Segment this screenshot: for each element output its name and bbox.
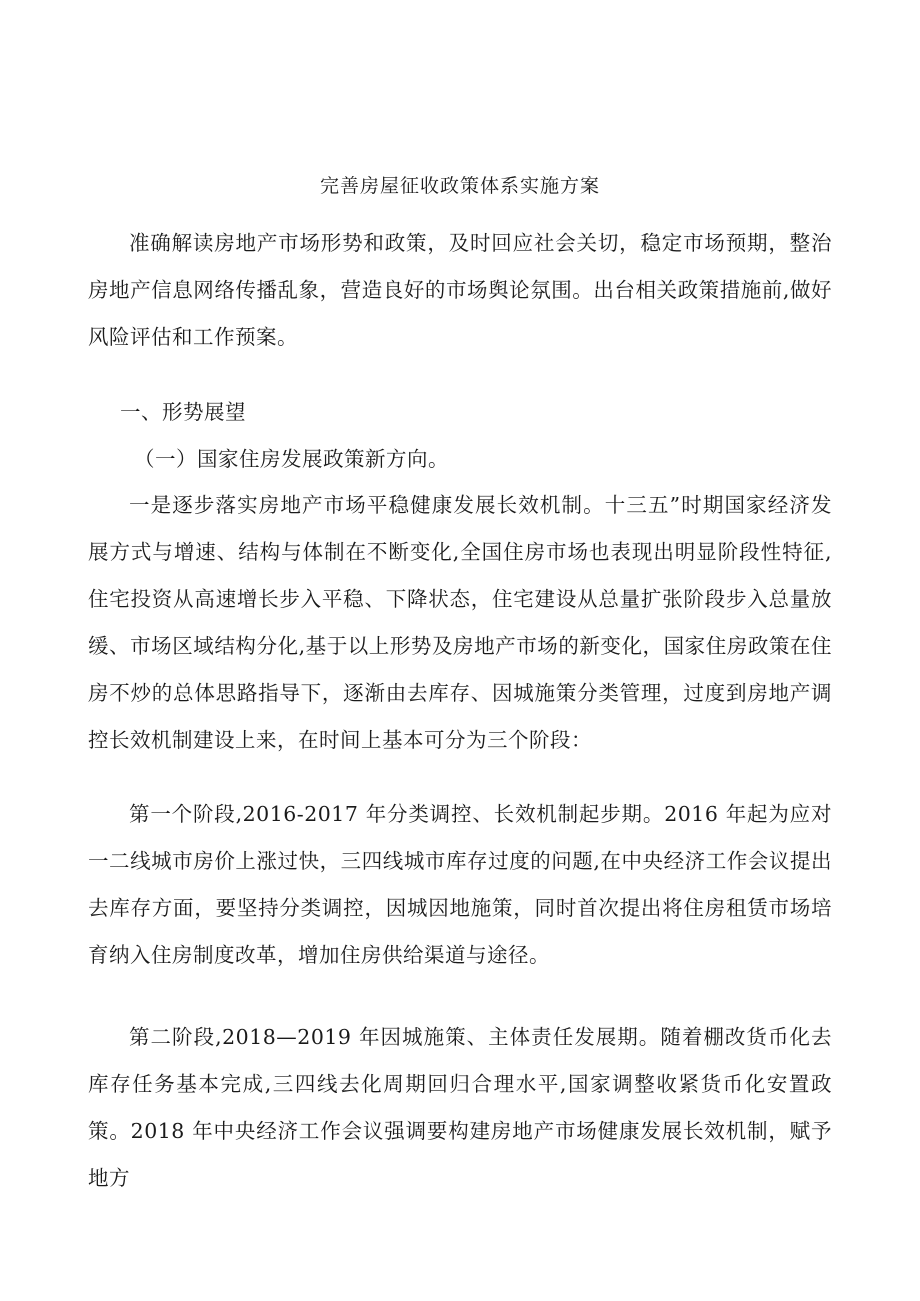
- body-paragraph-3: 第二阶段,2018—2019 年因城施策、主体责任发展期。随着棚改货币化去库存任务基本完成,三四线去化周期回归合理水平,国家调整收紧货币化安置政策。2018 年中央经济工作会议强调要构建房地产市场健康发展长效机制，赋予地方: [88, 1025, 832, 1190]
- body-paragraph-2: 第一个阶段,2016-2017 年分类调控、长效机制起步期。2016 年起为应对一二线城市房价上涨过快，三四线城市库存过度的问题,在中央经济工作会议提出去库存方面，要坚持分类调控，因城因地施策，同时首次提出将住房租赁市场培育纳入住房制度改革，增加住房供给渠道与途径。: [88, 802, 832, 967]
- section-heading: 一、形势展望: [120, 400, 246, 424]
- intro-paragraph: 准确解读房地产市场形势和政策，及时回应社会关切，稳定市场预期，整治房地产信息网络传播乱象，营造良好的市场舆论氛围。出台相关政策措施前,做好风险评估和工作预案。: [88, 231, 832, 349]
- document-title: 完善房屋征收政策体系实施方案: [319, 175, 600, 197]
- body-paragraph-1: 一是逐步落实房地产市场平稳健康发展长效机制。十三五”时期国家经济发展方式与增速、结构与体制在不断变化,全国住房市场也表现出明显阶段性特征,住宅投资从高速增长步入平稳、下降状态，住宅建设从总量扩张阶段步入总量放缓、市场区域结构分化,基于以上形势及房地产市场的新变化，国家住房政策在住房不炒的总体思路指导下，逐渐由去库存、因城施策分类管理，过度到房地产调控长效机制建设上来，在时间上基本可分为三个阶段：: [88, 493, 832, 752]
- subsection-heading: （一）国家住房发展政策新方向。: [134, 447, 449, 471]
